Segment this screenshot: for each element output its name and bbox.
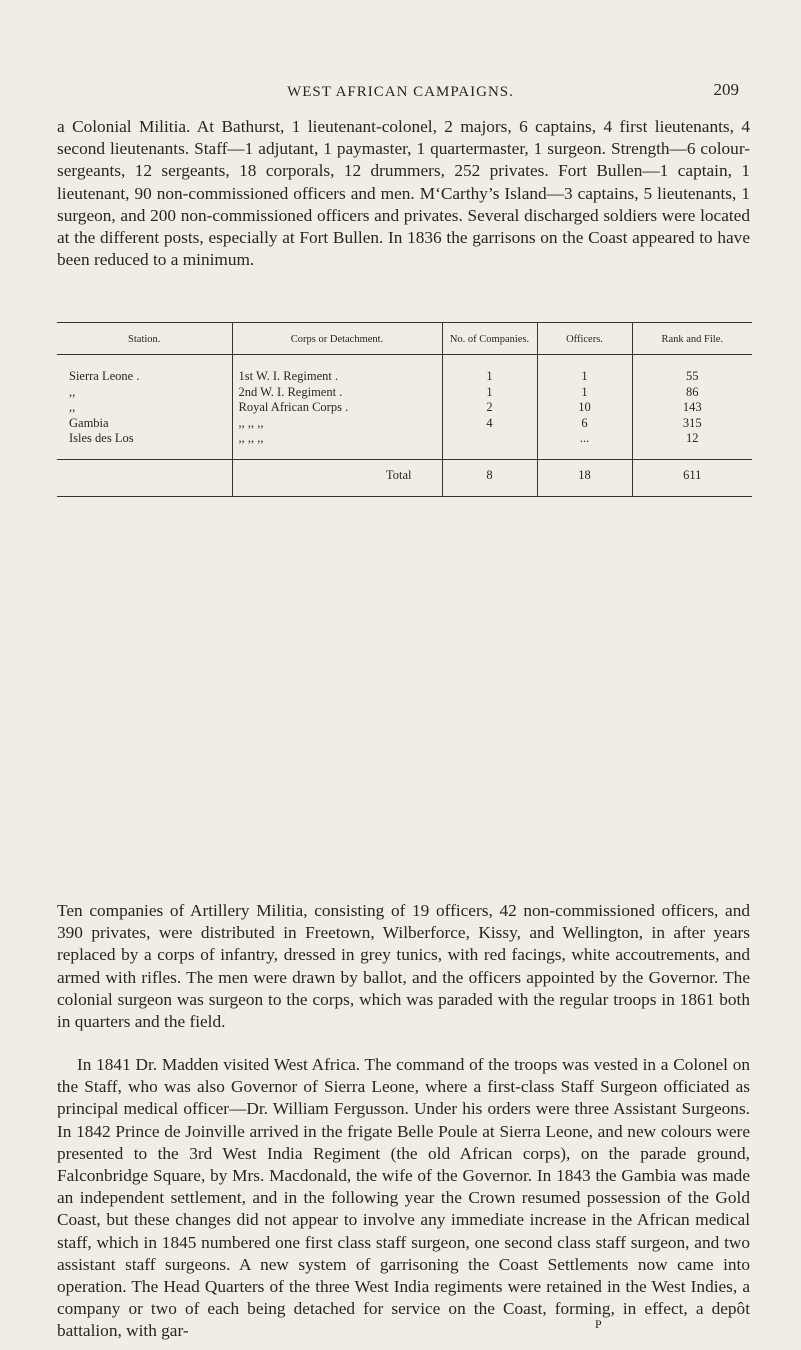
cell-station: Sierra Leone . [69, 369, 140, 383]
table-row [57, 431, 752, 459]
cell-companies: 1 [442, 385, 537, 401]
running-head: WEST AFRICAN CAMPAIGNS. [287, 84, 514, 100]
cell-corps: ,, ,, ,, [232, 416, 442, 432]
cell-officers: ... [537, 431, 632, 459]
cell-station: Gambia [69, 415, 109, 430]
cell-corps: 2nd W. I. Regiment . [232, 385, 442, 401]
cell-station: ,, [69, 400, 76, 415]
cell-officers: 1 [537, 385, 632, 401]
cell-officers: 1 [537, 355, 632, 385]
garrison-table [57, 322, 752, 497]
cell-rank-file: 315 [632, 416, 752, 432]
signature-mark: P [595, 1317, 602, 1331]
cell-officers: 6 [537, 416, 632, 432]
cell-companies: 4 [442, 416, 537, 432]
page-number: 209 [713, 80, 739, 99]
cell-companies: 1 [442, 355, 537, 385]
cell-rank-file: 143 [632, 400, 752, 416]
header-officers: Officers. [537, 323, 632, 355]
table-total-row [57, 459, 752, 496]
cell-companies: 2 [442, 400, 537, 416]
header-corps: Corps or Detachment. [232, 323, 442, 355]
cell-total-blank [57, 459, 232, 496]
total-label: Total [232, 459, 442, 496]
cell-officers: 10 [537, 400, 632, 416]
table-row [57, 416, 752, 432]
total-companies: 8 [442, 459, 537, 496]
cell-corps: Royal African Corps . [232, 400, 442, 416]
total-officers: 18 [537, 459, 632, 496]
cell-companies [442, 431, 537, 459]
cell-rank-file: 55 [632, 355, 752, 385]
cell-rank-file: 86 [632, 385, 752, 401]
total-rank-file: 611 [632, 459, 752, 496]
cell-rank-file: 12 [632, 431, 752, 459]
header-rank-file: Rank and File. [632, 323, 752, 355]
table-row [57, 385, 752, 401]
cell-corps: ,, ,, ,, [232, 431, 442, 459]
cell-corps: 1st W. I. Regiment . [232, 355, 442, 385]
header-station: Station. [57, 323, 232, 355]
cell-station: ,, [69, 384, 76, 399]
header-companies: No. of Companies. [442, 323, 537, 355]
paragraph-madden: In 1841 Dr. Madden visited West Africa. The command of the troops was vested in a Colonel on the Staff, who was also Governor of Sierra Leone, where a first-class Staff Surgeon officiated as principal medical officer—Dr. William Fergusson. Under his orders were three Assistant Surgeons. In 1842 Prince de Joinville arrived in the frigate Belle Poule at Sierra Leone, and new colours were presented to the 3rd West India Regiment (the old African corps), on the parade ground, Falconbridge Square, by Mrs. Macdonald, the wife of the Governor. In 1843 the Gambia was made an independent settlement, and in the following year the Crown resumed possession of the Gold Coast, but these changes did not appear to involve any immediate increase in the African medical staff, which in 1845 numbered one first class staff surgeon, one second class staff surgeon, and two assistant staff surgeons. A new system of garrisoning the Coast Settlements now came into operation. The Head Quarters of the three West India regiments were retained in the West Indies, a company or two of each being detached for service on the Coast, forming, in effect, a depôt battalion, with gar- [57, 1055, 750, 1341]
table-header-row [57, 323, 752, 355]
paragraph-artillery-militia: Ten companies of Artillery Militia, consisting of 19 officers, 42 non-commissioned officers, and 390 privates, were distributed in Freetown, Wilberforce, Kissy, and Wellington, in after years replaced by a corps of infantry, dressed in grey tunics, with red facings, white accoutrements, and armed with rifles. The men were drawn by ballot, and the officers appointed by the Governor. The colonial surgeon was surgeon to the corps, which was paraded with the regular troops in 1861 both in quarters and the field. [57, 901, 750, 1032]
cell-station: Isles des Los [69, 431, 134, 446]
table-row [57, 355, 752, 385]
paragraph-militia: a Colonial Militia. At Bathurst, 1 lieutenant-colonel, 2 majors, 6 captains, 4 first lieutenants, 4 second lieutenants. Staff—1 adjutant, 1 paymaster, 1 quartermaster, 1 surgeon. Strength—6 colour-sergeants, 12 sergeants, 18 corporals, 12 drummers, 252 privates. Fort Bullen—1 captain, 1 lieutenant, 90 non-commissioned officers and men. M‘Carthy’s Island—3 captains, 5 lieutenants, 1 surgeon, and 200 non-commissioned officers and privates. Several discharged soldiers were located at the different posts, especially at Fort Bullen. In 1836 the garrisons on the Coast appeared to have been reduced to a minimum. [57, 117, 750, 270]
table-row [57, 400, 752, 416]
